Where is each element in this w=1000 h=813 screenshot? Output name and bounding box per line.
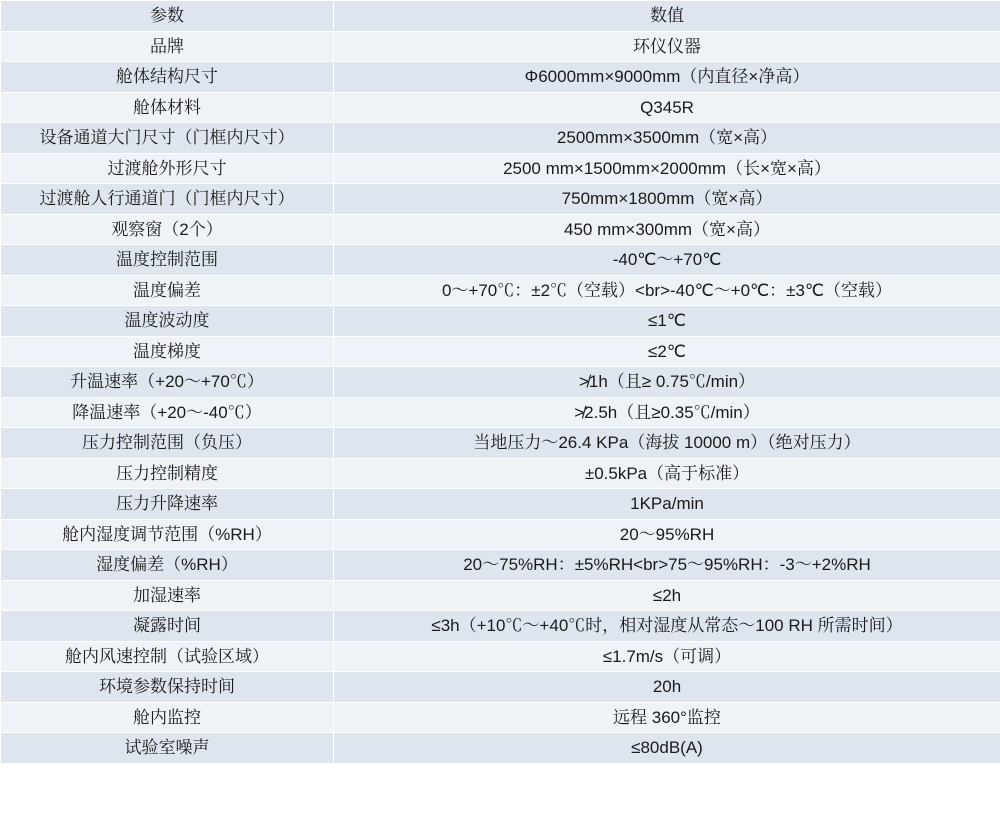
table-row (1, 275, 1000, 306)
parameter-cell: 凝露时间 (1, 611, 334, 642)
parameter-cell: 湿度偏差（%RH） (1, 550, 334, 581)
table-row (1, 550, 1000, 581)
table-row (1, 641, 1000, 672)
value-cell: ≤80dB(A) (334, 733, 1000, 764)
value-cell: 1KPa/min (334, 489, 1000, 520)
value-cell: ≯2.5h（且≥0.35℃/min） (334, 397, 1000, 428)
parameter-cell: 温度梯度 (1, 336, 334, 367)
parameter-cell: 温度偏差 (1, 275, 334, 306)
table-row (1, 428, 1000, 459)
parameter-cell: 舱内监控 (1, 702, 334, 733)
value-cell: ≤2℃ (334, 336, 1000, 367)
parameter-cell: 温度波动度 (1, 306, 334, 337)
table-row (1, 519, 1000, 550)
parameter-cell: 压力控制精度 (1, 458, 334, 489)
parameter-cell: 过渡舱外形尺寸 (1, 153, 334, 184)
table-row (1, 62, 1000, 93)
parameter-cell: 舱体材料 (1, 92, 334, 123)
value-cell: Q345R (334, 92, 1000, 123)
parameter-cell: 品牌 (1, 31, 334, 62)
table-row (1, 580, 1000, 611)
parameter-cell: 升温速率（+20～+70℃） (1, 367, 334, 398)
parameter-cell: 设备通道大门尺寸（门框内尺寸） (1, 123, 334, 154)
value-cell: ≤2h (334, 580, 1000, 611)
table-row (1, 245, 1000, 276)
value-cell: 2500mm×3500mm（宽×高） (334, 123, 1000, 154)
value-cell: 环仪仪器 (334, 31, 1000, 62)
table-row (1, 672, 1000, 703)
table-row (1, 336, 1000, 367)
parameter-cell: 舱内风速控制（试验区域） (1, 641, 334, 672)
parameter-cell: 环境参数保持时间 (1, 672, 334, 703)
table-row (1, 92, 1000, 123)
table-row (1, 123, 1000, 154)
column-header-parameter: 参数 (1, 1, 334, 32)
parameter-cell: 加湿速率 (1, 580, 334, 611)
value-cell: 2500 mm×1500mm×2000mm（长×宽×高） (334, 153, 1000, 184)
value-cell: 20h (334, 672, 1000, 703)
parameter-cell: 试验室噪声 (1, 733, 334, 764)
table-row (1, 214, 1000, 245)
table-row (1, 153, 1000, 184)
parameter-cell: 舱内湿度调节范围（%RH） (1, 519, 334, 550)
parameter-cell: 降温速率（+20～-40℃） (1, 397, 334, 428)
table-row (1, 397, 1000, 428)
table-body (1, 1, 1000, 764)
table-row (1, 31, 1000, 62)
table-row (1, 611, 1000, 642)
table-header-row (1, 1, 1000, 32)
value-cell: 750mm×1800mm（宽×高） (334, 184, 1000, 215)
parameter-cell: 压力升降速率 (1, 489, 334, 520)
parameter-cell: 过渡舱人行通道门（门框内尺寸） (1, 184, 334, 215)
table-row (1, 184, 1000, 215)
value-cell: ≤1.7m/s（可调） (334, 641, 1000, 672)
value-cell: 20～75%RH：±5%RH<br>75～95%RH：-3～+2%RH (334, 550, 1000, 581)
value-cell: Φ6000mm×9000mm（内直径×净高） (334, 62, 1000, 93)
parameter-cell: 观察窗（2个） (1, 214, 334, 245)
parameter-cell: 温度控制范围 (1, 245, 334, 276)
value-cell: 当地压力～26.4 KPa（海拔 10000 m）（绝对压力） (334, 428, 1000, 459)
value-cell: 450 mm×300mm（宽×高） (334, 214, 1000, 245)
value-cell: ±0.5kPa（高于标准） (334, 458, 1000, 489)
table-row (1, 306, 1000, 337)
table-row (1, 367, 1000, 398)
value-cell: 远程 360°监控 (334, 702, 1000, 733)
value-cell: ≤3h（+10℃～+40℃时，相对湿度从常态～100 RH 所需时间） (334, 611, 1000, 642)
value-cell: 0～+70℃：±2℃（空载）<br>-40℃～+0℃：±3℃（空载） (334, 275, 1000, 306)
parameter-cell: 压力控制范围（负压） (1, 428, 334, 459)
table-row (1, 733, 1000, 764)
table-row (1, 489, 1000, 520)
value-cell: ≯1h（且≥ 0.75℃/min） (334, 367, 1000, 398)
value-cell: ≤1℃ (334, 306, 1000, 337)
column-header-value: 数值 (334, 1, 1000, 32)
parameter-cell: 舱体结构尺寸 (1, 62, 334, 93)
table-row (1, 458, 1000, 489)
value-cell: -40℃～+70℃ (334, 245, 1000, 276)
value-cell: 20～95%RH (334, 519, 1000, 550)
table-row (1, 702, 1000, 733)
